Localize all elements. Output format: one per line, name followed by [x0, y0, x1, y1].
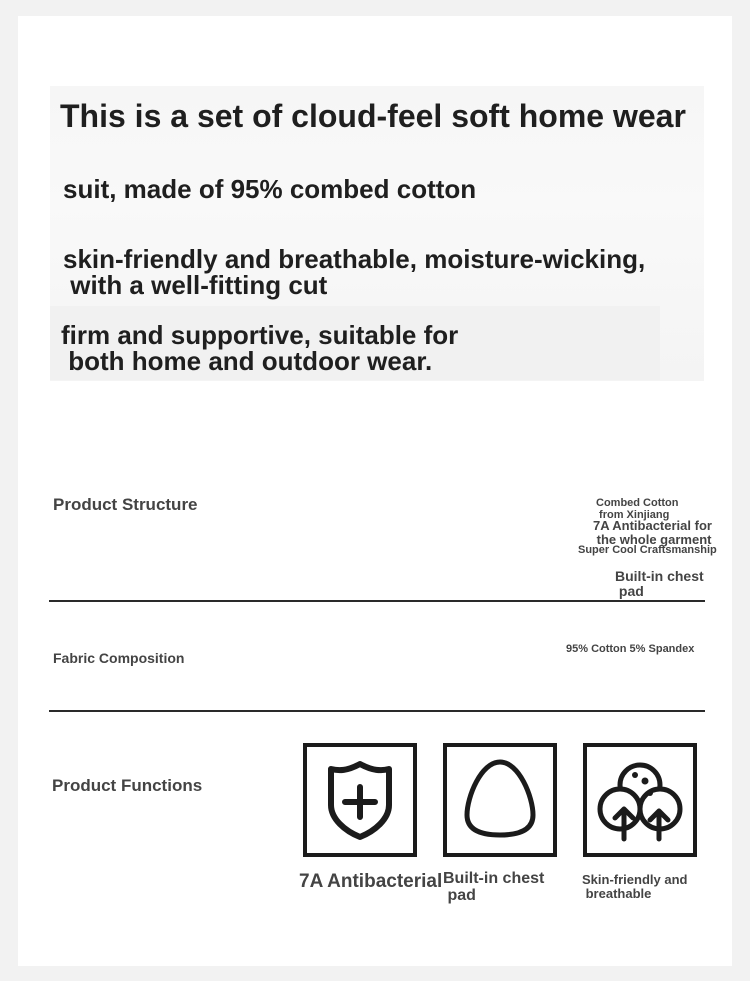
product-structure-label: Product Structure: [53, 495, 198, 514]
intro-line-2: suit, made of 95% combed cotton: [63, 174, 477, 204]
intro-line-1: This is a set of cloud-feel soft home wear: [60, 98, 686, 134]
fabric-composition-value: 95% Cotton 5% Spandex: [566, 643, 695, 655]
chest-pad-function-tile: [443, 743, 557, 857]
intro-line-4: firm and supportive, suitable for both home and outdoor wear.: [61, 320, 459, 376]
breathable-function-tile: [583, 743, 697, 857]
chest-pad-icon: [447, 747, 553, 853]
structure-note-chest-pad: Built-in chest pad: [615, 568, 704, 599]
function-label-antibacterial: 7A Antibacterial: [299, 871, 443, 892]
function-label-breathable: Skin-friendly and breathable: [582, 872, 688, 901]
product-functions-label: Product Functions: [52, 776, 203, 795]
structure-note-cotton: Combed Cotton from Xinjiang: [596, 497, 679, 521]
antibacterial-function-tile: [303, 743, 417, 857]
breathable-trees-icon: [587, 747, 693, 853]
function-label-chest-pad: Built-in chest pad: [443, 870, 545, 904]
product-detail-card: [18, 16, 732, 966]
fabric-composition-label: Fabric Composition: [53, 650, 185, 666]
structure-note-craftsmanship: Super Cool Craftsmanship: [578, 544, 717, 556]
section-divider: [49, 600, 705, 602]
structure-note-antibacterial: 7A Antibacterial for the whole garment: [593, 518, 712, 547]
section-divider: [49, 710, 705, 712]
shield-plus-icon: [307, 747, 413, 853]
intro-line-3: skin-friendly and breathable, moisture-wicking, with a well-fitting cut: [63, 244, 646, 300]
